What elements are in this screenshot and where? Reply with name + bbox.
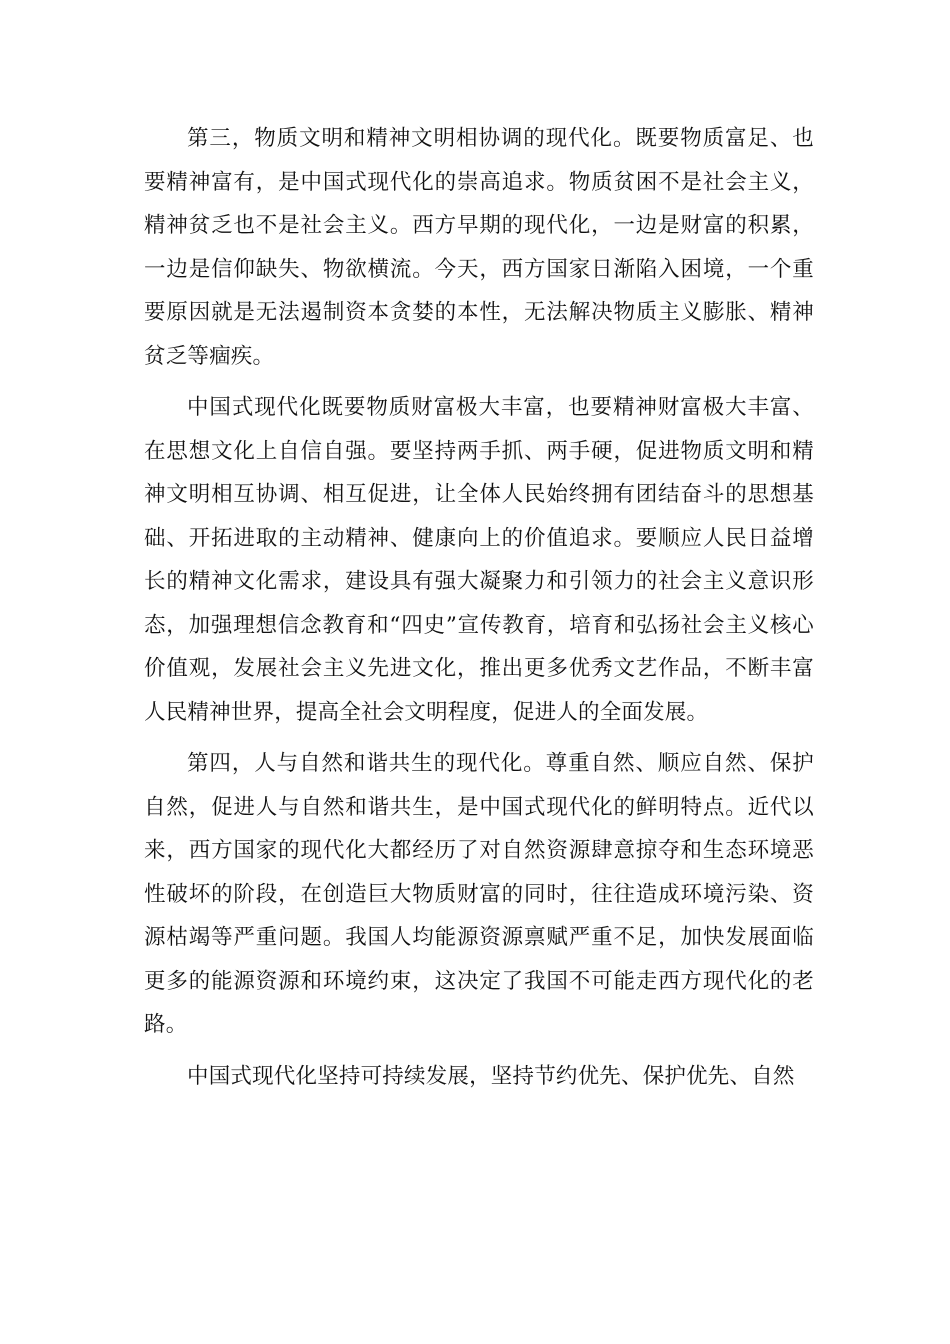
- paragraph-material-spiritual: 第三，物质文明和精神文明相协调的现代化。既要物质富足、也要精神富有，是中国式现代化的崇高追求。物质贫困不是社会主义，精神贫乏也不是社会主义。西方早期的现代化，一边是财富的积累，一边是信仰缺失、物欲横流。今天，西方国家日渐陷入困境，一个重要原因就是无法遏制资本贪婪的本性，无法解决物质主义膨胀、精神贫乏等痼疾。: [144, 126, 814, 369]
- paragraph-sustainable-development: 中国式现代化坚持可持续发展，坚持节约优先、保护优先、自然: [187, 1063, 795, 1089]
- paragraph-human-nature-harmony: 第四，人与自然和谐共生的现代化。尊重自然、顺应自然、保护自然，促进人与自然和谐共生，是中国式现代化的鲜明特点。近代以来，西方国家的现代化大都经历了对自然资源肆意掠夺和生态环境恶性破坏的阶段，在创造巨大物质财富的同时，往往造成环境污染、资源枯竭等严重问题。我国人均能源资源禀赋严重不足，加快发展面临更多的能源资源和环境约束，这决定了我国不可能走西方现代化的老路。: [144, 751, 814, 1037]
- paragraph-spiritual-wealth: 中国式现代化既要物质财富极大丰富，也要精神财富极大丰富、在思想文化上自信自强。要坚持两手抓、两手硬，促进物质文明和精神文明相互协调、相互促进，让全体人民始终拥有团结奋斗的思想基础、开拓进取的主动精神、健康向上的价值追求。要顺应人民日益增长的精神文化需求，建设具有强大凝聚力和引领力的社会主义意识形态，加强理想信念教育和“四史”宣传教育，培育和弘扬社会主义核心价值观，发展社会主义先进文化，推出更多优秀文艺作品，不断丰富人民精神世界，提高全社会文明程度，促进人的全面发展。: [144, 395, 814, 725]
- document-body: [144, 117, 814, 1106]
